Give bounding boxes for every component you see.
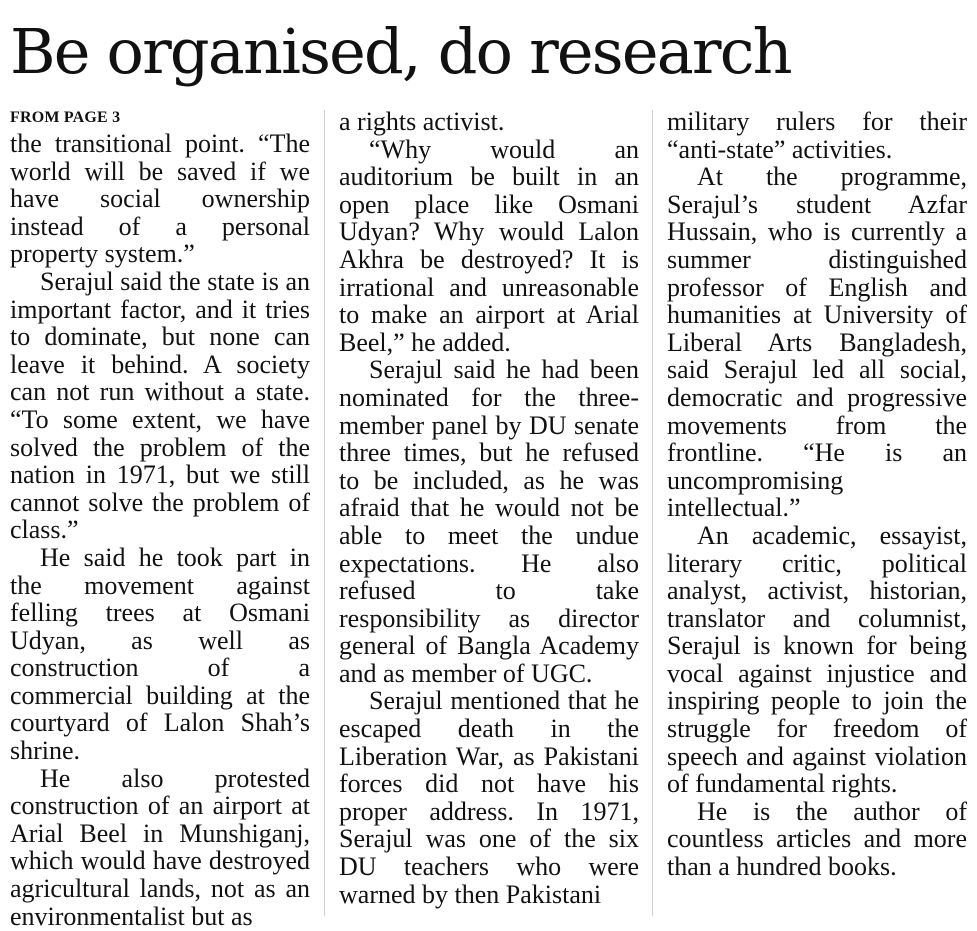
paragraph: Serajul said the state is an important factor, and it tries to dominate, but none can leave it behind. A society can not run without a state. “To some extent, we have solved the problem of the nation in 1971, but we still cannot solve the problem of class.” <box>10 266 310 545</box>
paragraph: He said he took part in the movement against felling trees at Osmani Udyan, as well as construction of a commercial building at the courtyard of Lalon Shah’s shrine. <box>10 542 310 766</box>
article-column-1 <box>10 130 310 930</box>
continuation-kicker: FROM PAGE 3 <box>10 109 121 126</box>
article-column-3 <box>667 108 967 881</box>
paragraph: a rights activist. <box>339 107 505 136</box>
paragraph: Serajul mentioned that he escaped death in the Liberation War, as Pakistani forces did not have his proper address. In 1971, Serajul was one of the six DU teachers who were warned by then Pakistani <box>339 686 639 909</box>
column-divider <box>324 110 325 916</box>
article-column-2 <box>339 108 639 908</box>
paragraph: military rulers for their “anti-state” activities. <box>667 107 967 164</box>
paragraph: the transitional point. “The world will be saved if we have social ownership instead of a personal property system.” <box>10 129 310 269</box>
paragraph: An academic, essayist, literary critic, political analyst, activist, historian, translator and columnist, Serajul is known for being vocal against injustice and inspiring people to join the struggle for freedom of speech and against violation of fundamental rights. <box>667 520 967 799</box>
paragraph: “Why would an auditorium be built in an open place like Osmani Udyan? Why would Lalon Akhra be destroyed? It is irrational and unreasonable to make an airport at Arial Beel,” he added. <box>339 134 639 357</box>
paragraph: At the programme, Serajul’s student Azfar Hussain, who is currently a summer distinguished professor of English and humanities at University of Liberal Arts Bangladesh, said Serajul led all social, democratic and progressive movements from the frontline. “He is an uncompromising intellectual.” <box>667 162 967 523</box>
column-divider <box>652 110 653 916</box>
paragraph: He is the author of countless articles and more than a hundred books. <box>667 796 967 882</box>
paragraph: He also protested construction of an airport at Arial Beel in Munshiganj, which would have destroyed agricultural lands, not as an environmentalist but as <box>10 763 310 931</box>
headline: Be organised, do research <box>10 15 791 88</box>
paragraph: Serajul said he had been nominated for the three-member panel by DU senate three times, but he refused to be included, as he was afraid that he would not be able to meet the undue expectations. He also refused to take responsibility as director general of Bangla Academy and as member of UGC. <box>339 355 639 688</box>
